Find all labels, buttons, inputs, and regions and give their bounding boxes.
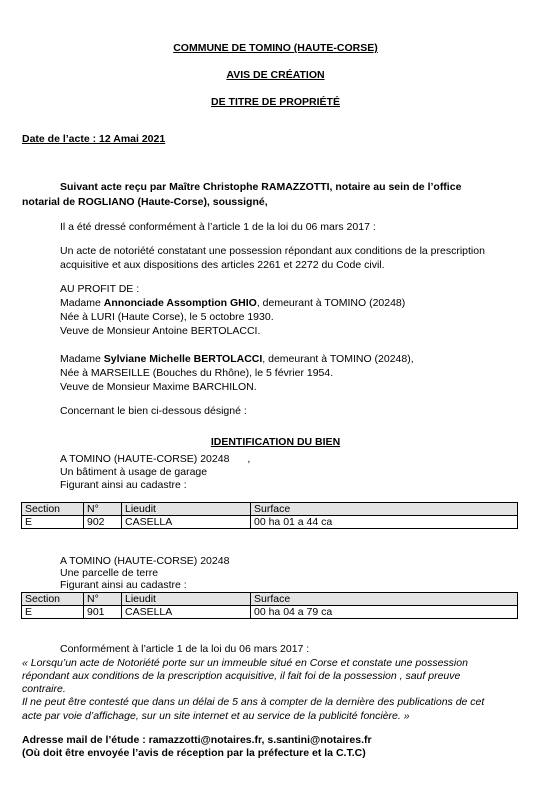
- beneficiary-2-name: Sylviane Michelle BERTOLACCI: [103, 353, 263, 365]
- header-numero: N°: [84, 593, 122, 606]
- identification-title: IDENTIFICATION DU BIEN: [210, 436, 341, 448]
- bien-1-lieu-line: [60, 453, 250, 465]
- bien-1-cadastre: Figurant ainsi au cadastre :: [60, 479, 187, 491]
- intro-line-1: Suivant acte reçu par Maître Christophe RAMAZZOTTI, notaire au sein de l’office: [60, 181, 462, 193]
- header-surface: Surface: [251, 503, 518, 516]
- header-lieudit: Lieudit: [122, 593, 251, 606]
- bien-2-nature: Une parcelle de terre: [60, 567, 159, 579]
- profit-title: AU PROFIT DE :: [60, 283, 140, 295]
- header-section: Section: [22, 503, 84, 516]
- footer-mail: Adresse mail de l’étude : ramazzotti@notaires.fr, s.santini@notaires.fr: [22, 734, 372, 746]
- date-acte: Date de l’acte : 12 Amai 2021: [22, 133, 166, 145]
- cadastre-table-1: [21, 502, 518, 529]
- table-row: [22, 606, 518, 619]
- cell-numero: 901: [84, 606, 122, 619]
- bien-1-comma: ,: [247, 453, 251, 465]
- header-lieudit: Lieudit: [122, 503, 251, 516]
- beneficiary-1-widow: Veuve de Monsieur Antoine BERTOLACCI.: [60, 325, 261, 337]
- cell-surface: 00 ha 01 a 44 ca: [251, 516, 518, 529]
- acte-line-1: Un acte de notoriété constatant une possession répondant aux conditions de la prescription: [60, 245, 485, 257]
- beneficiary-1-address: , demeurant à TOMINO (20248): [256, 297, 406, 309]
- beneficiary-1-line: [60, 297, 405, 309]
- conforme-text: Conformément à l’article 1 de la loi du 06 mars 2017 :: [60, 643, 310, 655]
- bien-2-cadastre: Figurant ainsi au cadastre :: [60, 579, 187, 591]
- cell-lieudit: CASELLA: [122, 606, 251, 619]
- quote-line-4: Il ne peut être contesté que dans un délai de 5 ans à compter de la dernière des publications de cet: [22, 696, 485, 708]
- beneficiary-1-prefix: Madame: [60, 297, 104, 309]
- bien-1-lieu: A TOMINO (HAUTE-CORSE) 20248: [60, 453, 230, 465]
- cell-surface: 00 ha 04 a 79 ca: [251, 606, 518, 619]
- beneficiary-2-address: , demeurant à TOMINO (20248),: [262, 353, 414, 365]
- avis-title: AVIS DE CRÉATION: [226, 69, 325, 81]
- cell-section: E: [22, 606, 84, 619]
- intro-line-2: notarial de ROGLIANO (Haute-Corse), soussigné,: [22, 196, 268, 208]
- cell-section: E: [22, 516, 84, 529]
- quote-line-1: « Lorsqu’un acte de Notoriété porte sur un immeuble situé en Corse et constate une possession: [22, 657, 468, 669]
- quote-line-2: répondant aux conditions de la prescription acquisitive, il fait foi de la possession , sauf preuve: [22, 670, 461, 682]
- cadastre-table-2: [21, 592, 518, 619]
- cell-numero: 902: [84, 516, 122, 529]
- beneficiary-1-born: Née à LURI (Haute Corse), le 5 octobre 1930.: [60, 311, 274, 323]
- beneficiary-1-name: Annonciade Assomption GHIO: [103, 297, 257, 309]
- quote-line-3: contraire.: [22, 683, 66, 695]
- beneficiary-2-widow: Veuve de Monsieur Maxime BARCHILON.: [60, 381, 257, 393]
- table-header-row: [22, 593, 518, 606]
- footer-note: (Où doit être envoyée l’avis de réception par la préfecture et la C.T.C): [22, 747, 366, 759]
- table-row: [22, 516, 518, 529]
- beneficiary-2-prefix: Madame: [60, 353, 104, 365]
- dresse-text: Il a été dressé conformément à l’article 1 de la loi du 06 mars 2017 :: [60, 221, 376, 233]
- header-surface: Surface: [251, 593, 518, 606]
- cell-lieudit: CASELLA: [122, 516, 251, 529]
- beneficiary-2-line: [60, 353, 414, 365]
- bien-2-lieu: A TOMINO (HAUTE-CORSE) 20248: [60, 555, 230, 567]
- concernant-text: Concernant le bien ci-dessous désigné :: [60, 405, 247, 417]
- bien-1-nature: Un bâtiment à usage de garage: [60, 466, 208, 478]
- commune-title: COMMUNE DE TOMINO (HAUTE-CORSE): [173, 42, 378, 54]
- header-section: Section: [22, 593, 84, 606]
- table-header-row: [22, 503, 518, 516]
- header-numero: N°: [84, 503, 122, 516]
- acte-line-2: acquisitive et aux dispositions des articles 2261 et 2272 du Code civil.: [60, 259, 385, 271]
- titre-title: DE TITRE DE PROPRIÉTÉ: [211, 96, 340, 108]
- quote-line-5: acte par voie d’affichage, sur un site internet et au service de la publicité foncière. »: [22, 710, 410, 722]
- beneficiary-2-born: Née à MARSEILLE (Bouches du Rhône), le 5 février 1954.: [60, 367, 334, 379]
